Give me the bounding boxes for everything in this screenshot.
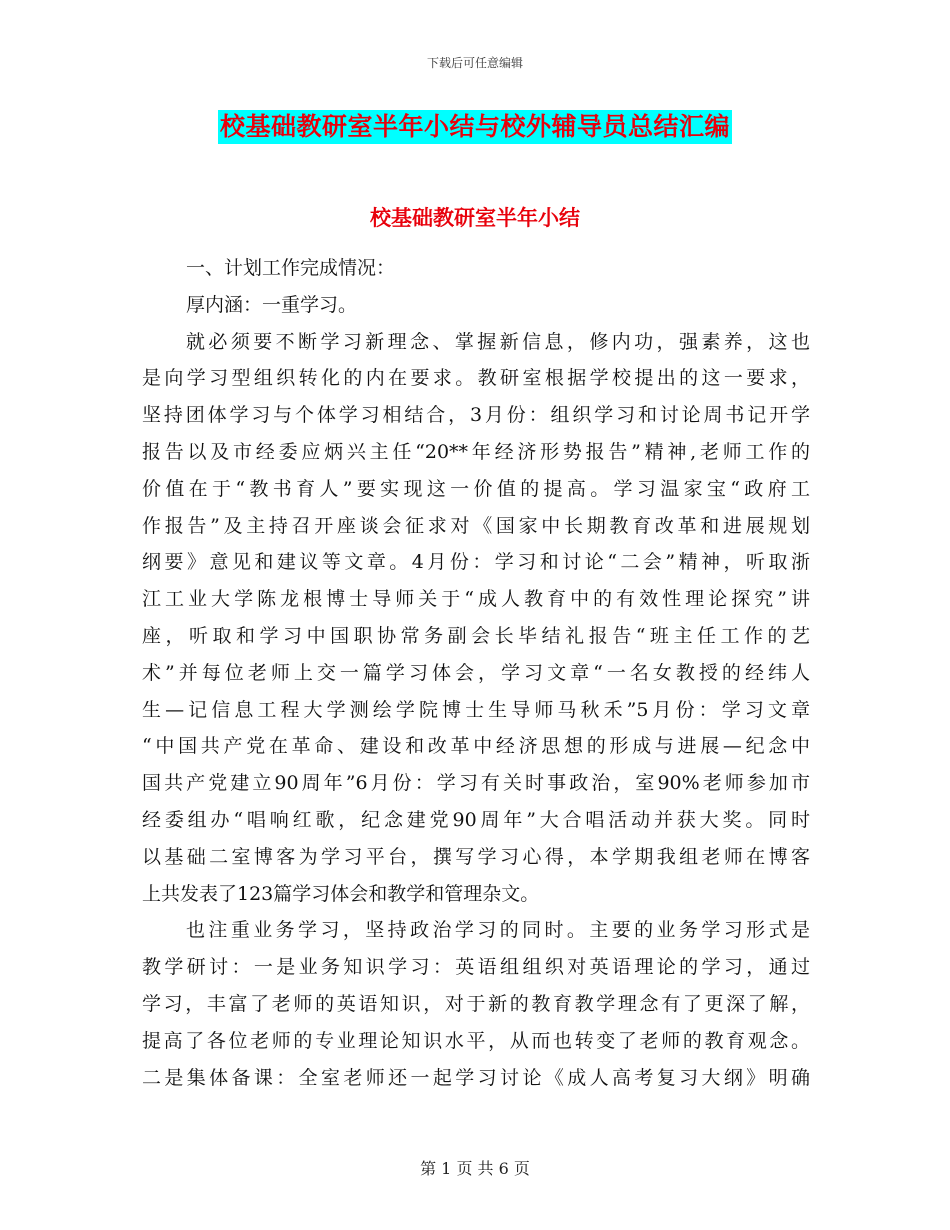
document-title: 校基础教研室半年小结与校外辅导员总结汇编 bbox=[218, 110, 732, 144]
document-title-container bbox=[0, 110, 950, 144]
body-line: 价值在于“教书育人”要实现这一价值的提高。学习温家宝“政府工 bbox=[142, 477, 810, 500]
body-line: 报告以及市经委应炳兴主任“20**年经济形势报告”精神,老师工作的 bbox=[142, 440, 810, 463]
body-line: 经委组办“唱响红歌，纪念建党90周年”大合唱活动并获大奖。同时 bbox=[142, 808, 810, 831]
body-line: 江工业大学陈龙根博士导师关于“成人教育中的有效性理论探究”讲 bbox=[142, 588, 810, 611]
body-line: 提高了各位老师的专业理论知识水平，从而也转变了老师的教育观念。 bbox=[142, 1029, 810, 1052]
body-line: 二是集体备课：全室老师还一起学习讨论《成人高考复习大纲》明确 bbox=[142, 1066, 810, 1089]
body-line: 就必须要不断学习新理念、掌握新信息，修内功，强素养，这也 bbox=[186, 330, 810, 353]
body-line: 一、计划工作完成情况： bbox=[186, 257, 396, 279]
section-title: 校基础教研室半年小结 bbox=[370, 206, 580, 230]
body-line: 术”并每位老师上交一篇学习体会，学习文章“一名女教授的经纬人 bbox=[142, 661, 810, 684]
body-line: 纲要》意见和建议等文章。4月份：学习和讨论“二会”精神，听取浙 bbox=[142, 551, 810, 574]
body-line: “中国共产党在革命、建设和改革中经济思想的形成与进展—纪念中 bbox=[142, 735, 810, 758]
body-line: 学习，丰富了老师的英语知识，对于新的教育教学理念有了更深了解， bbox=[142, 992, 810, 1015]
body-line: 座，听取和学习中国职协常务副会长毕结礼报告“班主任工作的艺 bbox=[142, 624, 810, 647]
body-line: 坚持团体学习与个体学习相结合，3月份：组织学习和讨论周书记开学 bbox=[142, 404, 810, 427]
body-line: 生—记信息工程大学测绘学院博士生导师马秋禾”5月份：学习文章 bbox=[142, 698, 810, 721]
body-line: 上共发表了123篇学习体会和教学和管理杂文。 bbox=[142, 882, 540, 905]
body-line: 作报告”及主持召开座谈会征求对《国家中长期教育改革和进展规划 bbox=[142, 514, 810, 537]
body-line: 国共产党建立90周年”6月份：学习有关时事政治，室90%老师参加市 bbox=[142, 772, 810, 795]
body-line: 也注重业务学习，坚持政治学习的同时。主要的业务学习形式是 bbox=[186, 919, 810, 942]
body-line: 以基础二室博客为学习平台，撰写学习心得，本学期我组老师在博客 bbox=[142, 845, 810, 868]
header-note: 下载后可任意编辑 bbox=[426, 56, 523, 70]
body-line: 教学研讨：一是业务知识学习：英语组组织对英语理论的学习，通过 bbox=[142, 956, 810, 979]
body-line: 厚内涵：一重学习。 bbox=[186, 293, 358, 316]
body-text bbox=[142, 250, 810, 1096]
body-line: 是向学习型组织转化的内在要求。教研室根据学校提出的这一要求， bbox=[142, 367, 810, 390]
page-footer: 第 1 页 共 6 页 bbox=[420, 1159, 530, 1178]
